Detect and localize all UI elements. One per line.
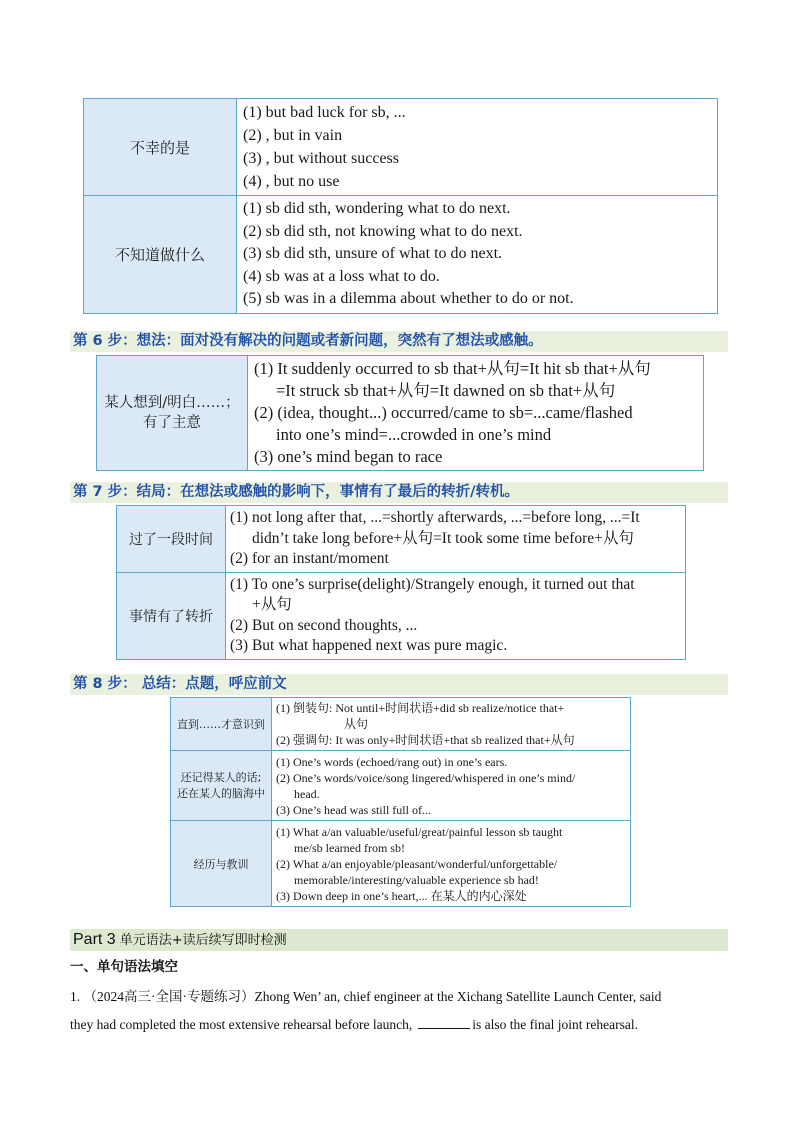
table-row [84, 99, 718, 196]
row-label [171, 751, 272, 821]
question-text: they had completed the most extensive rehearsal before launch, [70, 1017, 413, 1032]
phrase-line: (2) One’s words/voice/song lingered/whispered in one’s mind/ [276, 770, 576, 785]
phrase-line: me/sb learned from sb! [294, 840, 405, 855]
phrase-line: (1) One’s words (echoed/rang out) in one’s ears. [276, 754, 508, 769]
phrase-line: (3) But what happened next was pure magic. [230, 637, 508, 654]
phrase-line: 从句 [344, 717, 369, 731]
phrase-line: +从句 [252, 596, 292, 613]
row-content [237, 99, 718, 196]
row-label: 过了一段时间 [117, 506, 226, 573]
row-label: 事情有了转折 [117, 572, 226, 659]
phrase-line: (3) One’s head was still full of... [276, 802, 431, 817]
phrase-line: (2) (idea, thought...) occurred/came to sb=...came/flashed [254, 403, 633, 422]
phrase-line: (5) sb was in a dilemma about whether to do or not. [243, 290, 574, 307]
table-unfortunately [83, 98, 718, 314]
table-row [117, 572, 686, 659]
phrase-line: (1) not long after that, ...=shortly afterwards, ...=before long, ...=It [230, 509, 640, 526]
row-content [272, 698, 631, 751]
phrase-line: (4) , but no use [243, 173, 340, 190]
phrase-line: (3) Down deep in one’s heart,... 在某人的内心深处 [276, 888, 527, 903]
row-label [97, 356, 248, 471]
row-content [248, 356, 704, 471]
question-text: is also the final joint rehearsal. [472, 1017, 638, 1032]
table-ending [116, 505, 686, 660]
row-content [237, 196, 718, 314]
phrase-line: =It struck sb that+从句=It dawned on sb that+从句 [276, 381, 616, 400]
phrase-line: memorable/interesting/valuable experience sb had! [294, 872, 539, 887]
phrase-line: (1) It suddenly occurred to sb that+从句=It hit sb that+从句 [254, 359, 651, 378]
phrase-line: (1) To one’s surprise(delight)/Strangely enough, it turned out that [230, 575, 635, 593]
phrase-line: (1) but bad luck for sb, ... [243, 104, 406, 121]
table-row [84, 196, 718, 314]
answer-blank[interactable] [418, 1016, 470, 1029]
phrase-line: (3) sb did sth, unsure of what to do next. [243, 245, 503, 262]
phrase-line: didn’t take long before+从句=It took some time before+从句 [252, 529, 634, 547]
phrase-line: (4) sb was at a loss what to do. [243, 267, 440, 285]
row-label-line: 还在某人的脑海中 [177, 786, 265, 800]
step6-heading: 第 6 步：想法：面对没有解决的问题或者新问题，突然有了想法或感触。 [70, 331, 728, 352]
table-row [171, 698, 631, 751]
table-row [97, 356, 704, 471]
phrase-line: (2) sb did sth, not knowing what to do next. [243, 222, 523, 240]
row-content [226, 572, 686, 659]
question-1-line-1: 1. （2024高三·全国·专题练习）Zhong Wen’ an, chief engineer at the Xichang Satellite Launch Center, said [70, 989, 662, 1004]
part-number: Part 3 [73, 931, 116, 948]
table-idea [96, 355, 704, 471]
table-row [117, 506, 686, 573]
table-summary [170, 697, 631, 907]
phrase-line: (1) What a/an valuable/useful/great/painful lesson sb taught [276, 824, 563, 839]
phrase-line: into one’s mind=...crowded in one’s mind [276, 425, 552, 444]
row-content [226, 506, 686, 573]
phrase-line: (2) , but in vain [243, 127, 343, 144]
step8-heading: 第 8 步： 总结：点题，呼应前文 [70, 674, 728, 695]
row-content [272, 751, 631, 821]
phrase-line: (2) 强调句: It was only+时间状语+that sb realized that+从句 [276, 733, 575, 747]
row-label: 直到……才意识到 [171, 698, 272, 751]
phrase-line: (3) , but without success [243, 150, 399, 167]
phrase-line: (1) 倒装句: Not until+时间状语+did sb realize/notice that+ [276, 701, 565, 715]
phrase-line: (2) What a/an enjoyable/pleasant/wonderful/unforgettable/ [276, 856, 558, 871]
part-title: 单元语法+读后续写即时检测 [119, 933, 287, 948]
row-label-line: 某人想到/明白……； [104, 395, 240, 411]
phrase-line: (1) sb did sth, wondering what to do next. [243, 200, 511, 217]
row-label-line: 还记得某人的话; [180, 770, 262, 784]
row-label: 经历与教训 [171, 821, 272, 907]
table-row [171, 751, 631, 821]
part-heading [70, 929, 728, 951]
row-content [272, 821, 631, 907]
phrase-line: (2) But on second thoughts, ... [230, 616, 418, 634]
step7-heading: 第 7 步：结局：在想法或感触的影响下，事情有了最后的转折/转机。 [70, 482, 728, 503]
section-title: 一、单句语法填空 [70, 959, 178, 975]
table-row [171, 821, 631, 907]
row-label-line: 有了主意 [143, 415, 201, 431]
phrase-line: (3) one’s mind began to race [254, 447, 443, 466]
phrase-line: (2) for an instant/moment [230, 550, 389, 567]
phrase-line: head. [294, 786, 320, 801]
row-label: 不知道做什么 [84, 196, 237, 314]
row-label: 不幸的是 [84, 99, 237, 196]
question-1-line-2 [70, 1016, 638, 1033]
